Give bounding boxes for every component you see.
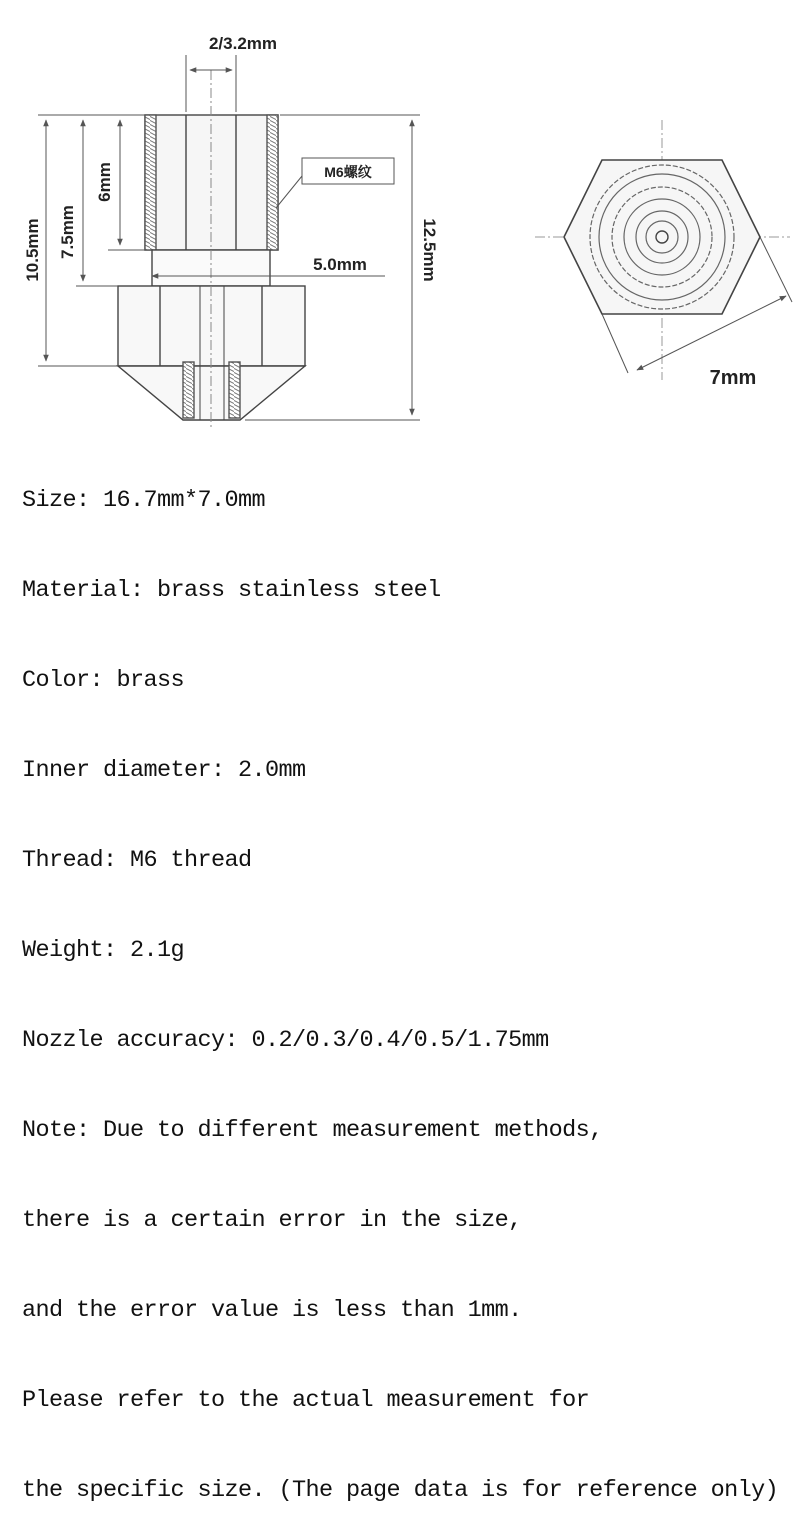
thread-length-label: 7.5mm (58, 205, 77, 259)
spec-note-line-1: Note: Due to different measurement methods, (22, 1117, 603, 1144)
spec-note-line-2: there is a certain error in the size, (22, 1207, 522, 1234)
spec-material: Material: brass stainless steel (22, 577, 441, 604)
spec-list (22, 426, 778, 1536)
inner-length-label: 6mm (95, 162, 114, 202)
nozzle-end-view (535, 120, 792, 380)
spec-color: Color: brass (22, 667, 185, 694)
spec-inner-diameter: Inner diameter: 2.0mm (22, 757, 306, 784)
hex-width-label: 7mm (709, 367, 757, 389)
thread-note-label: M6螺纹 (324, 164, 372, 180)
body-length-dimension (38, 115, 118, 366)
neck-diameter-label: 5.0mm (313, 255, 367, 274)
spec-note-line-5: the specific size. (The page data is for reference only) (22, 1477, 779, 1504)
nozzle-technical-drawing (0, 0, 800, 430)
spec-weight: Weight: 2.1g (22, 937, 185, 964)
body-length-label: 10.5mm (23, 218, 42, 282)
spec-nozzle-accuracy: Nozzle accuracy: 0.2/0.3/0.4/0.5/1.75mm (22, 1027, 549, 1054)
top-bore-label: 2/3.2mm (208, 34, 278, 53)
spec-note-line-3: and the error value is less than 1mm. (22, 1297, 522, 1324)
spec-note-line-4: Please refer to the actual measurement for (22, 1387, 590, 1414)
spec-size: Size: 16.7mm*7.0mm (22, 487, 266, 514)
total-length-label: 12.5mm (420, 218, 439, 282)
spec-thread: Thread: M6 thread (22, 847, 252, 874)
